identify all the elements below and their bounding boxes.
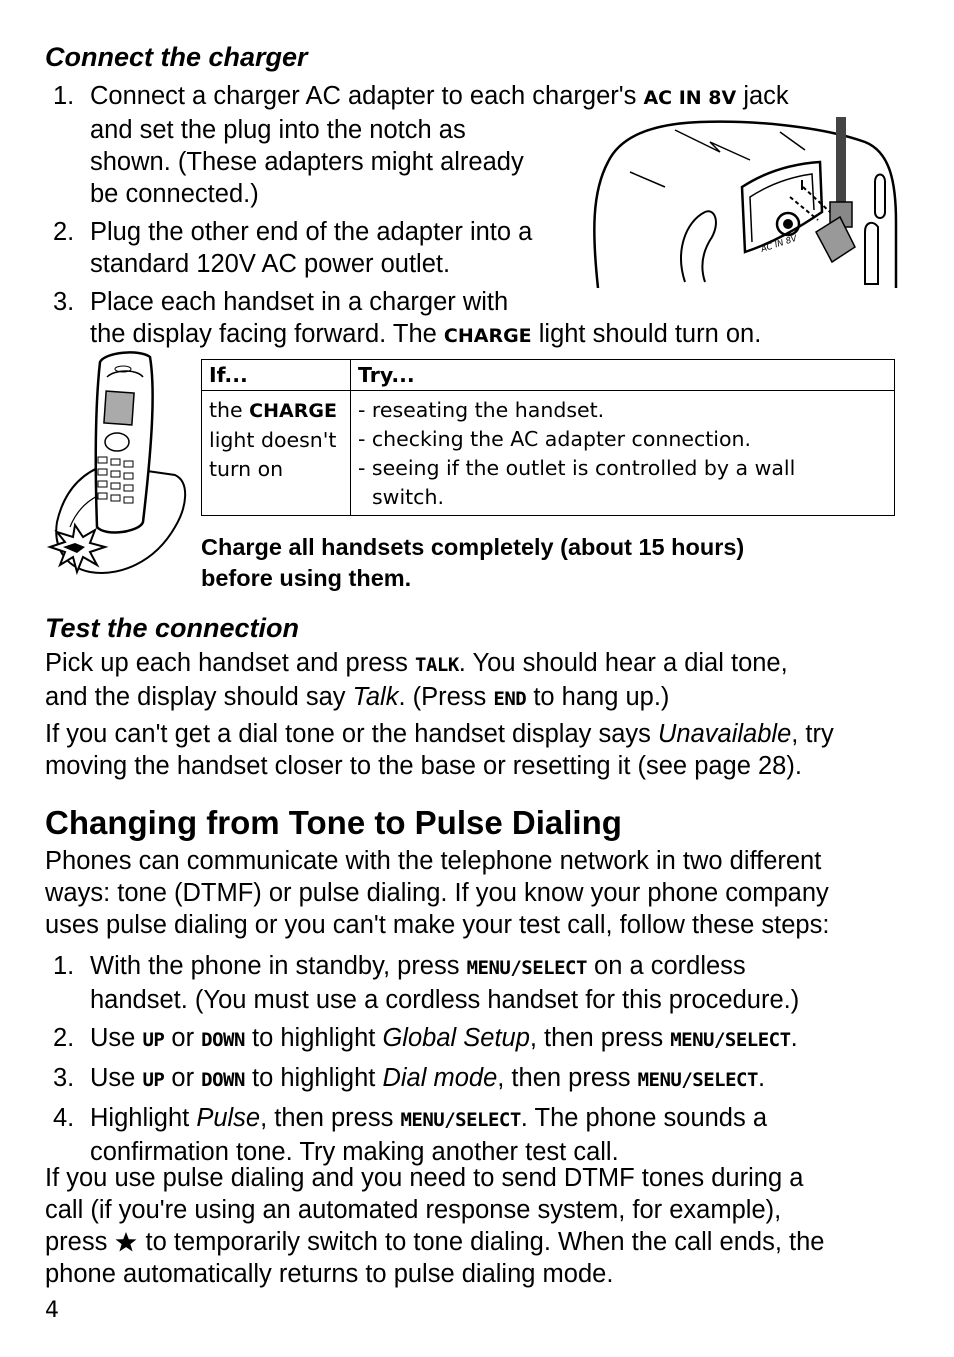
pulse-outro: If you use pulse dialing and you need to send DTMF tones during a call (if you're using an automated response system, for example), press to temporarily switch to tone dialing. When the call ends, the phone automatically returns to pulse dialing mode. bbox=[45, 1164, 825, 1288]
table-cell-if: the CHARGE light doesn't turn on bbox=[202, 391, 351, 516]
list-item: 3. Use UP or DOWN to highlight Dial mode, then press MENU/SELECT. bbox=[53, 1064, 766, 1092]
handset-in-charger-illustration bbox=[45, 347, 190, 579]
table-header-row bbox=[202, 360, 895, 391]
star-key-icon bbox=[114, 1231, 138, 1253]
list-item: 2. Use UP or DOWN to highlight Global Setup, then press MENU/SELECT. bbox=[53, 1024, 798, 1052]
test-paragraph-2: If you can't get a dial tone or the handset display says Unavailable, try moving the handset closer to the base or resetting it (see page 28). bbox=[45, 720, 834, 780]
table-cell-try: - reseating the handset. - checking the AC adapter connection. - seeing if the outlet is controlled by a wall switch. bbox=[351, 391, 895, 516]
list-item: 3. Place each handset in a charger with the display facing forward. The CHARGE light should turn on. bbox=[53, 288, 762, 348]
section-heading-connect: Connect the charger bbox=[45, 42, 308, 72]
troubleshooting-table bbox=[201, 359, 895, 516]
section-heading-test: Test the connection bbox=[45, 613, 300, 643]
page-number: 4 bbox=[45, 1298, 59, 1323]
pulse-steps bbox=[45, 950, 925, 1168]
key-label: UP bbox=[142, 1069, 165, 1091]
pulse-intro: Phones can communicate with the telephone network in two different ways: tone (DTMF) or pulse dialing. If you know your phone company uses pulse dialing or you can't make your test call, follow these steps: bbox=[45, 847, 830, 939]
key-label: AC IN 8V bbox=[643, 87, 737, 109]
key-label: DOWN bbox=[201, 1069, 245, 1091]
list-item: 2. Plug the other end of the adapter into a standard 120V AC power outlet. bbox=[53, 218, 533, 278]
charger-jack-illustration bbox=[590, 112, 900, 288]
key-label: MENU/SELECT bbox=[670, 1029, 791, 1051]
list-item: 4. Highlight Pulse, then press MENU/SELECT. The phone sounds a confirmation tone. Try making another test call. bbox=[53, 1104, 768, 1166]
jack-label: AC IN 8V bbox=[759, 233, 799, 255]
key-label: DOWN bbox=[201, 1029, 245, 1051]
key-label: CHARGE bbox=[249, 400, 337, 422]
charge-note: Charge all handsets completely (about 15 hours) before using them. bbox=[201, 534, 745, 591]
list-item: 1. With the phone in standby, press MENU/SELECT on a cordless handset. (You must use a cordless handset for this procedure.) bbox=[53, 952, 800, 1014]
column-header-if: If... bbox=[202, 360, 351, 391]
column-header-try: Try... bbox=[351, 360, 895, 391]
key-label: END bbox=[493, 688, 527, 710]
key-label: MENU/SELECT bbox=[637, 1069, 758, 1091]
key-label: UP bbox=[142, 1029, 165, 1051]
section-heading-pulse: Changing from Tone to Pulse Dialing bbox=[45, 804, 622, 841]
test-paragraph-1: Pick up each handset and press TALK. You should hear a dial tone, and the display should say Talk. (Press END to hang up.) bbox=[45, 649, 788, 711]
table-row bbox=[202, 391, 895, 516]
list-item: 1. Connect a charger AC adapter to each charger's AC IN 8V jack and set the plug into the notch as shown. (These adapters might already be connected.) bbox=[53, 82, 789, 208]
key-label: TALK bbox=[415, 654, 459, 676]
key-label: CHARGE bbox=[443, 325, 532, 347]
key-label: MENU/SELECT bbox=[466, 957, 587, 979]
key-label: MENU/SELECT bbox=[400, 1109, 521, 1131]
